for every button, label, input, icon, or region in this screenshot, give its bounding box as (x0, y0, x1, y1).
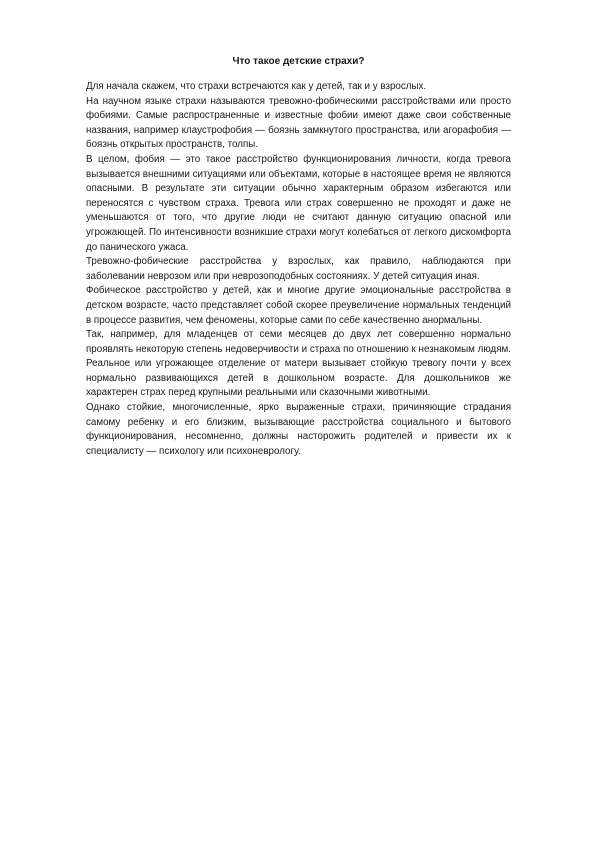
document-page (86, 55, 511, 459)
paragraph-1: Для начала скажем, что страхи встречаются как у детей, так и у взрослых. (86, 81, 427, 92)
paragraph-5: Фобическое расстройство у детей, как и многие другие эмоциональные расстройства в детском возрасте, часто представляет собой скорее преувеличение нормальных тенденций в процессе развития, чем феномены, которые сами по себе качественно анормальны. (86, 285, 511, 326)
paragraph-7: Однако стойкие, многочисленные, ярко выраженные страхи, причиняющие страдания самому ребенку и его близким, вызывающие расстройства социального и бытового функционирования, несомненно, должны насторожить родителей и привести их к специалисту — психологу или психоневрологу. (86, 402, 511, 457)
paragraph-4: Тревожно-фобические расстройства у взрослых, как правило, наблюдаются при заболевании неврозом или при неврозоподобных состояниях. У детей ситуация иная. (86, 256, 511, 282)
document-title: Что такое детские страхи? (232, 56, 365, 67)
paragraph-6: Так, например, для младенцев от семи месяцев до двух лет совершенно нормально проявлять некоторую степень недоверчивости и страха по отношению к незнакомым людям. Реальное или угрожающее отделение от матери вызывает стойкую тревогу почти у всех нормально развивающихся детей в дошкольном возрасте. Для дошкольников же характерен страх перед крупными реальными или сказочными животными. (86, 329, 511, 399)
paragraph-2: На научном языке страхи называются тревожно-фобическими расстройствами или просто фобиями. Самые распространенные и известные фобии имеют даже свои собственные названия, например клаустрофобия — боязнь замкнутого пространства, или агорафобия — боязнь открытых пространств, толпы. (86, 95, 511, 151)
paragraph-3: В целом, фобия — это такое расстройство функционирования личности, когда тревога вызывается внешними ситуациями или объектами, которые в настоящее время не являются опасными. В результате эти ситуации обычно характерным образом избегаются или переносятся с чувством страха. Тревога или страх совершенно не проходят и даже не уменьшаются от того, что другие люди не считают данную ситуацию опасной или угрожающей. По интенсивности возникшие страхи могут колебаться от легкого дискомфорта до панического ужаса. (86, 153, 511, 253)
